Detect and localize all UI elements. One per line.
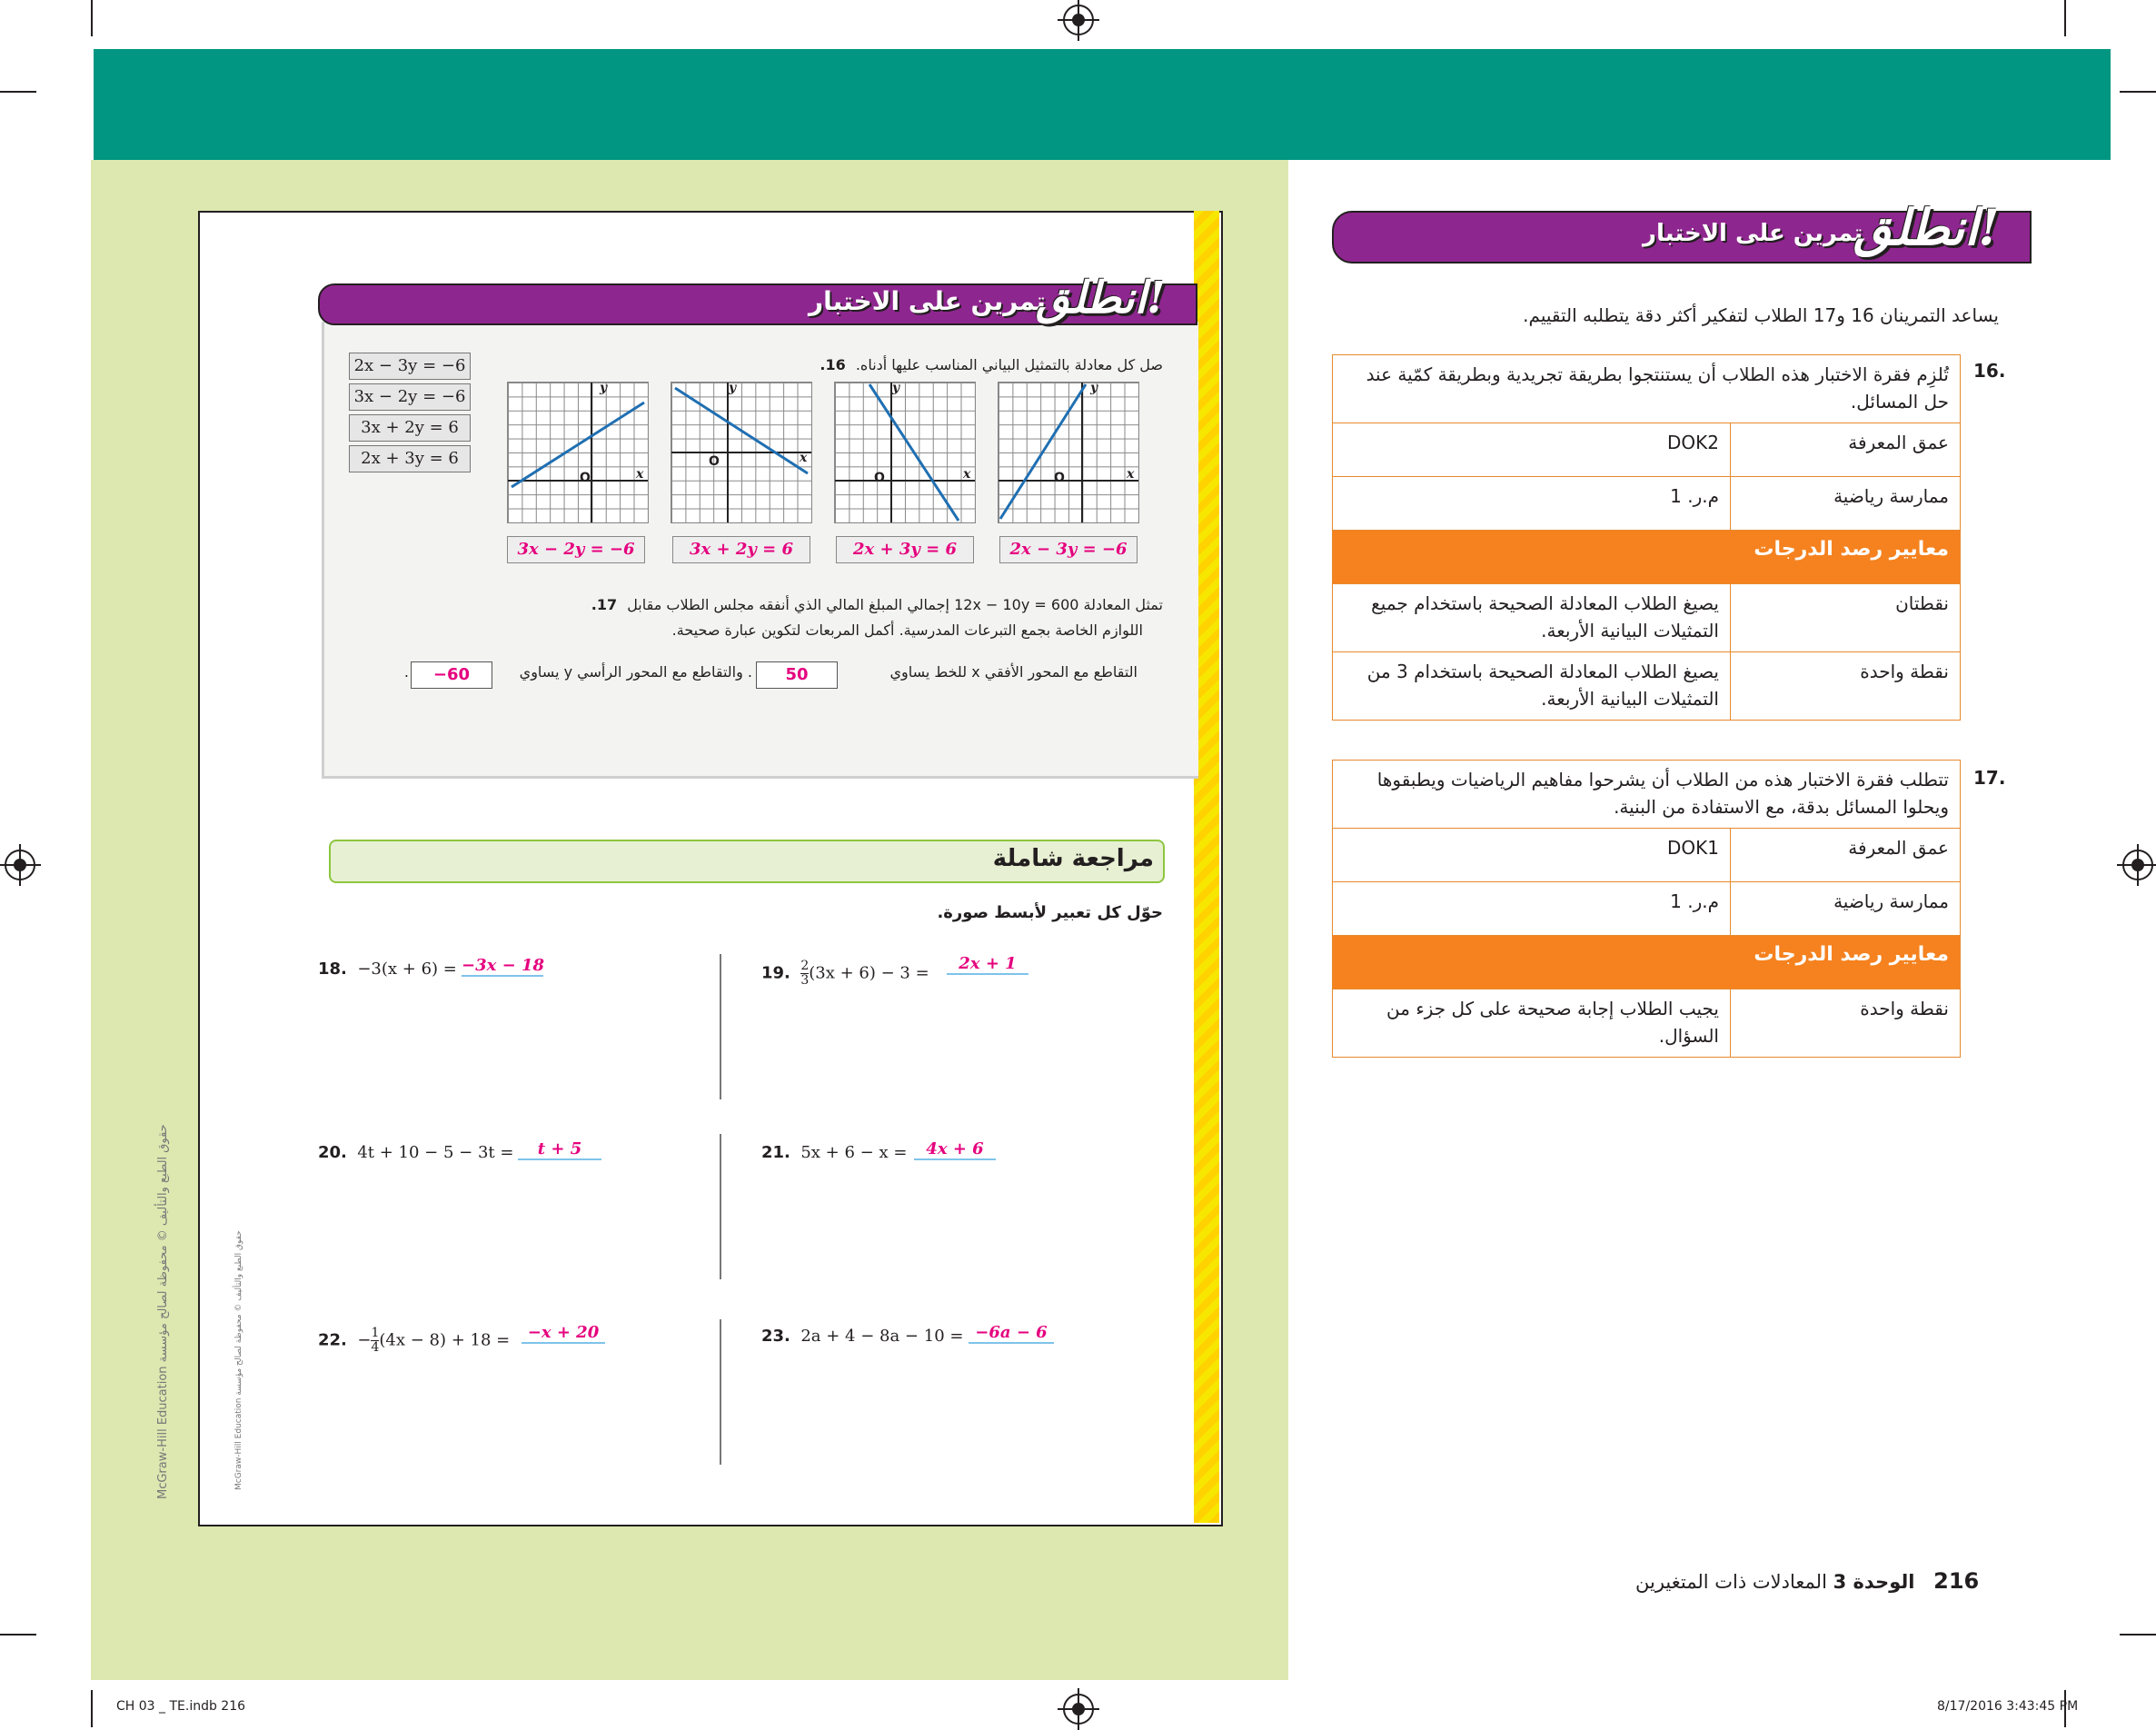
crop-mark (2120, 91, 2156, 93)
te-intro: يساعد التمرينان 16 و17 الطلاب لتفكير أكثر دقة يتطلبه التقييم. (1523, 304, 1999, 326)
x-axis-label: x (800, 451, 808, 465)
column-divider (720, 954, 721, 1099)
fraction: $\frac{2}{3}$ (800, 959, 810, 988)
practice-label: ممارسة رياضية (1731, 882, 1961, 936)
equation-item: 2x − 3y = −6 (349, 353, 471, 380)
equation-item: 2x + 3y = 6 (349, 445, 471, 472)
y-axis-label: y (892, 381, 900, 395)
q17-sentence-end: . (403, 663, 409, 681)
origin-label: O (580, 471, 591, 485)
column-divider (720, 1134, 721, 1279)
header-band (94, 49, 2111, 160)
graph-answer-box: 2x − 3y = −6 (999, 536, 1138, 563)
registration-mark-icon (5, 850, 35, 880)
rubric-criteria: يصيغ الطلاب المعادلة الصحيحة باستخدام 3 من التمثيلات البيانية الأربعة. (1333, 652, 1731, 721)
graph-answer-box: 3x − 2y = −6 (507, 536, 645, 563)
item16-description: تُلزِم فقرة الاختبار هذه الطلاب أن يستنتجوا بطريقة تجريدية وبطريقة كمّية عند حل المسائل. (1333, 355, 1961, 423)
y-axis-label: y (1090, 381, 1098, 395)
te-item16-table (1332, 354, 1961, 721)
crop-mark (91, 1690, 93, 1727)
graph-2 (671, 382, 812, 523)
y-intercept-answer: −60 (411, 661, 492, 689)
q16-number: 16. (820, 356, 846, 373)
page-number: 216 (1933, 1568, 1980, 1594)
exercise-19: 19. $\frac{2}{3}$ (3x + 6) − 3 = (761, 959, 929, 988)
unit-label: الوحدة 3 (1833, 1571, 1915, 1593)
item17-description: تتطلب فقرة الاختبار هذه من الطلاب أن يشرحوا مفاهيم الرياضيات ويطبقوها ويحلوا المسائل بدقة، مع الاستفادة من البنية. (1333, 761, 1961, 829)
q17-sentence-part2: . والتقاطع مع المحور الرأسي y يساوي (519, 663, 752, 681)
crop-mark (2064, 0, 2066, 36)
graph-4 (998, 382, 1139, 523)
print-slug-file: CH 03 _ TE.indb 216 (116, 1699, 246, 1714)
exercise-21-answer: 4x + 6 (914, 1139, 996, 1160)
review-title: مراجعة شاملة (992, 845, 1154, 872)
exercise-21: 21. 5x + 6 − x = (761, 1143, 908, 1162)
q17-sentence-part1: التقاطع مع المحور الأفقي x للخط يساوي (889, 663, 1138, 681)
rubric-points: نقطة واحدة (1731, 652, 1961, 721)
graph-3 (834, 382, 976, 523)
rubric-criteria: يجيب الطلاب إجابة صحيحة على كل جزء من السؤال. (1333, 989, 1731, 1058)
equation-item: 3x + 2y = 6 (349, 414, 471, 442)
graph-1 (507, 382, 649, 523)
registration-mark-icon (2122, 850, 2153, 880)
column-divider (720, 1319, 721, 1465)
page-footer (1635, 1568, 1979, 1594)
q16-prompt: صل كل معادلة بالتمثيل البياني المناسب عليها أدناه. 16. (820, 356, 1163, 373)
q17-prompt: تمثل المعادلة 600 = 12x − 10y إجمالي المبلغ المالي الذي أنفقه مجلس الطلاب مقابل 17. (591, 596, 1163, 613)
registration-mark-icon (1063, 1694, 1094, 1725)
te-banner-title: تمرين على الاختبار (1643, 220, 1863, 247)
go-logo: انطلق! (1036, 273, 1167, 323)
te-go-logo: انطلق! (1853, 198, 2000, 256)
rubric-header: معايير رصد الدرجات (1333, 531, 1961, 584)
exercise-23: 23. 2a + 4 − 8a − 10 = (761, 1327, 964, 1346)
graph-3-plot (835, 383, 975, 522)
crop-mark (0, 91, 36, 93)
q17-number: 17. (591, 596, 618, 613)
graph-1-plot (508, 383, 648, 522)
exercise-20: 20. 4t + 10 − 5 − 3t = (318, 1143, 514, 1162)
practice-value: م.ر. 1 (1333, 477, 1731, 531)
exercise-19-answer: 2x + 1 (947, 954, 1028, 975)
te-item17-table (1332, 760, 1961, 1058)
graph-answer-box: 2x + 3y = 6 (836, 536, 974, 563)
te-item16-number: 16. (1973, 360, 2006, 382)
exercise-18-answer: −3x − 18 (462, 956, 545, 975)
equation-item: 3x − 2y = −6 (349, 383, 471, 411)
banner-title: تمرين على الاختبار (809, 286, 1046, 316)
rubric-points: نقطة واحدة (1731, 989, 1961, 1058)
dok-value: DOK1 (1333, 829, 1731, 882)
crop-mark (2120, 1634, 2156, 1636)
x-axis-label: x (636, 467, 644, 482)
rubric-header: معايير رصد الدرجات (1333, 936, 1961, 989)
fraction: $\frac{1}{4}$ (371, 1326, 380, 1355)
rubric-points: نقطتان (1731, 584, 1961, 652)
exercise-20-answer: t + 5 (518, 1139, 601, 1160)
graph-4-plot (999, 383, 1138, 522)
practice-value: م.ر. 1 (1333, 882, 1731, 936)
rubric-criteria: يصيغ الطلاب المعادلة الصحيحة باستخدام جميع التمثيلات البيانية الأربعة. (1333, 584, 1731, 652)
dok-value: DOK2 (1333, 423, 1731, 477)
dok-label: عمق المعرفة (1731, 423, 1961, 477)
review-instruction: حوّل كل تعبير لأبسط صورة. (937, 903, 1163, 922)
dok-label: عمق المعرفة (1731, 829, 1961, 882)
origin-label: O (1054, 471, 1065, 485)
crop-mark (91, 0, 93, 36)
exercise-22-answer: −x + 20 (522, 1323, 605, 1344)
q17-prompt-line2: اللوازم الخاصة بجمع التبرعات المدرسية. أكمل المربعات لتكوين عبارة صحيحة. (671, 621, 1143, 639)
y-axis-label: y (729, 381, 737, 395)
crop-mark (0, 1634, 36, 1636)
origin-label: O (874, 471, 885, 485)
practice-label: ممارسة رياضية (1731, 477, 1961, 531)
graph-2-plot (671, 383, 811, 522)
x-axis-label: x (963, 467, 971, 482)
y-axis-label: y (600, 381, 608, 395)
registration-mark-icon (1063, 5, 1094, 35)
exercise-22: 22. − $\frac{1}{4}$ (4x − 8) + 18 = (318, 1326, 511, 1355)
exercise-18: 18. −3(x + 6) = (318, 959, 457, 979)
print-slug-date: 8/17/2016 3:43:45 PM (1937, 1699, 2079, 1714)
copyright-inner: McGraw-Hill Education حقوق الطبع والتأليف © محفوظة لصالح مؤسسة (234, 1230, 243, 1490)
graph-answer-box: 3x + 2y = 6 (672, 536, 810, 563)
unit-title: المعادلات ذات المتغيرين (1635, 1571, 1827, 1593)
x-intercept-answer: 50 (756, 661, 838, 689)
te-item17-number: 17. (1973, 767, 2006, 789)
origin-label: O (709, 454, 720, 469)
copyright-outer: McGraw-Hill Education حقوق الطبع والتأليف © محفوظة لصالح مؤسسة (156, 1124, 170, 1499)
x-axis-label: x (1127, 467, 1135, 482)
exercise-23-answer: −6a − 6 (969, 1323, 1054, 1344)
